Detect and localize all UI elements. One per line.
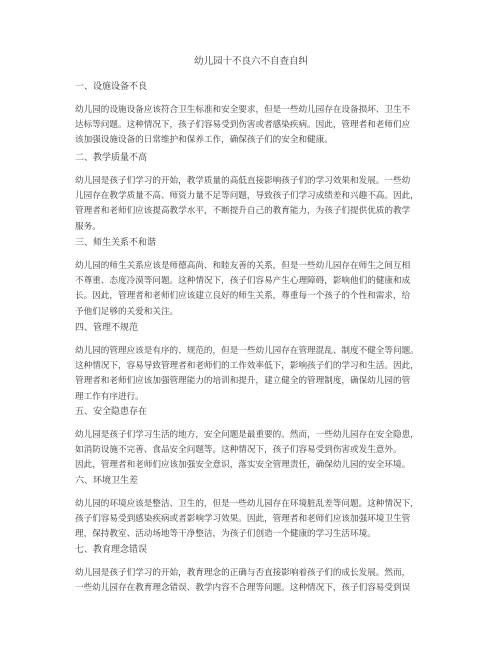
document-title: 幼儿园十不良六不自查自纠 [193,56,308,67]
section-heading: 一、设施设备不良 [75,82,148,92]
section-heading: 三、师生关系不和谐 [75,238,157,248]
section-1 [75,82,435,149]
section-6 [75,476,435,543]
section-heading: 五、安全隐患存在 [75,407,148,417]
section-heading: 二、教学质量不高 [75,153,148,163]
section-heading: 七、教育理念错误 [75,545,148,555]
section-7 [75,545,435,596]
section-body: 幼儿园的管理应该是有序的、规范的，但是一些幼儿园存在管理混乱、制度不健全等问题。 这种情况下，容易导致管理者和老师们的工作效率低下，影响孩子们的学习和生活。因此， 管理者和老师们应该加强管理能力的培训和提升，建立健全的管理制度，确保幼儿园的管 理工作有序进行。 [75,346,419,402]
section-body: 幼儿园的设施设备应该符合卫生标准和安全要求，但是一些幼儿园存在设备损坏、卫生不 达标等问题。这种情况下，孩子们容易受到伤害或者感染疾病。因此，管理者和老师们应 该加强设施设备的日常维护和保养工作，确保孩子们的安全和健康。 [75,105,411,146]
section-3 [75,238,435,320]
section-5 [75,407,435,474]
section-heading: 六、环境卫生差 [75,476,139,486]
section-body: 幼儿园是孩子们学习的开始，教学质量的高低直接影响孩子们的学习效果和发展。一些幼 儿园存在教学质量不高、师资力量不足等问题，导致孩子们学习成绩差和兴趣不高。因此， 管理者和老师们应该提高教学水平，不断提升自己的教育能力，为孩子们提供优质的教学 服务。 [75,176,419,232]
section-body: 幼儿园的师生关系应该是师德高尚、和睦友善的关系，但是一些幼儿园存在师生之间互相 不尊重、态度冷漠等问题。这种情况下，孩子们容易产生心理障碍，影响他们的健康和成 长。因此，管理者和老师们应该建立良好的师生关系，尊重每一个孩子的个性和需求，给 予他们足够的关爱和关注。 [75,261,411,317]
section-4 [75,323,435,405]
section-heading: 四、管理不规范 [75,323,139,333]
section-2 [75,153,435,235]
section-body: 幼儿园是孩子们学习生活的地方，安全问题是最重要的。然而，一些幼儿园存在安全隐患， 如消防设施不完善、食品安全问题等。这种情况下，孩子们容易受到伤害或发生意外。 因此，管理者和老师们应该加强安全意识，落实安全管理责任，确保幼儿园的安全环境。 [75,430,419,471]
section-body: 幼儿园的环境应该是整洁、卫生的，但是一些幼儿园存在环境脏乱差等问题。这种情况下， 孩子们容易受到感染疾病或者影响学习效果。因此，管理者和老师们应该加强环境卫生管 理，保持教室、活动场地等干净整洁，为孩子们创造一个健康的学习生活环境。 [75,499,419,540]
section-body: 幼儿园是孩子们学习的开始，教育理念的正确与否直接影响着孩子们的成长发展。然而， 一些幼儿园存在教育理念错误、教学内容不合理等问题。这种情况下，孩子们容易受到误 [75,568,411,594]
